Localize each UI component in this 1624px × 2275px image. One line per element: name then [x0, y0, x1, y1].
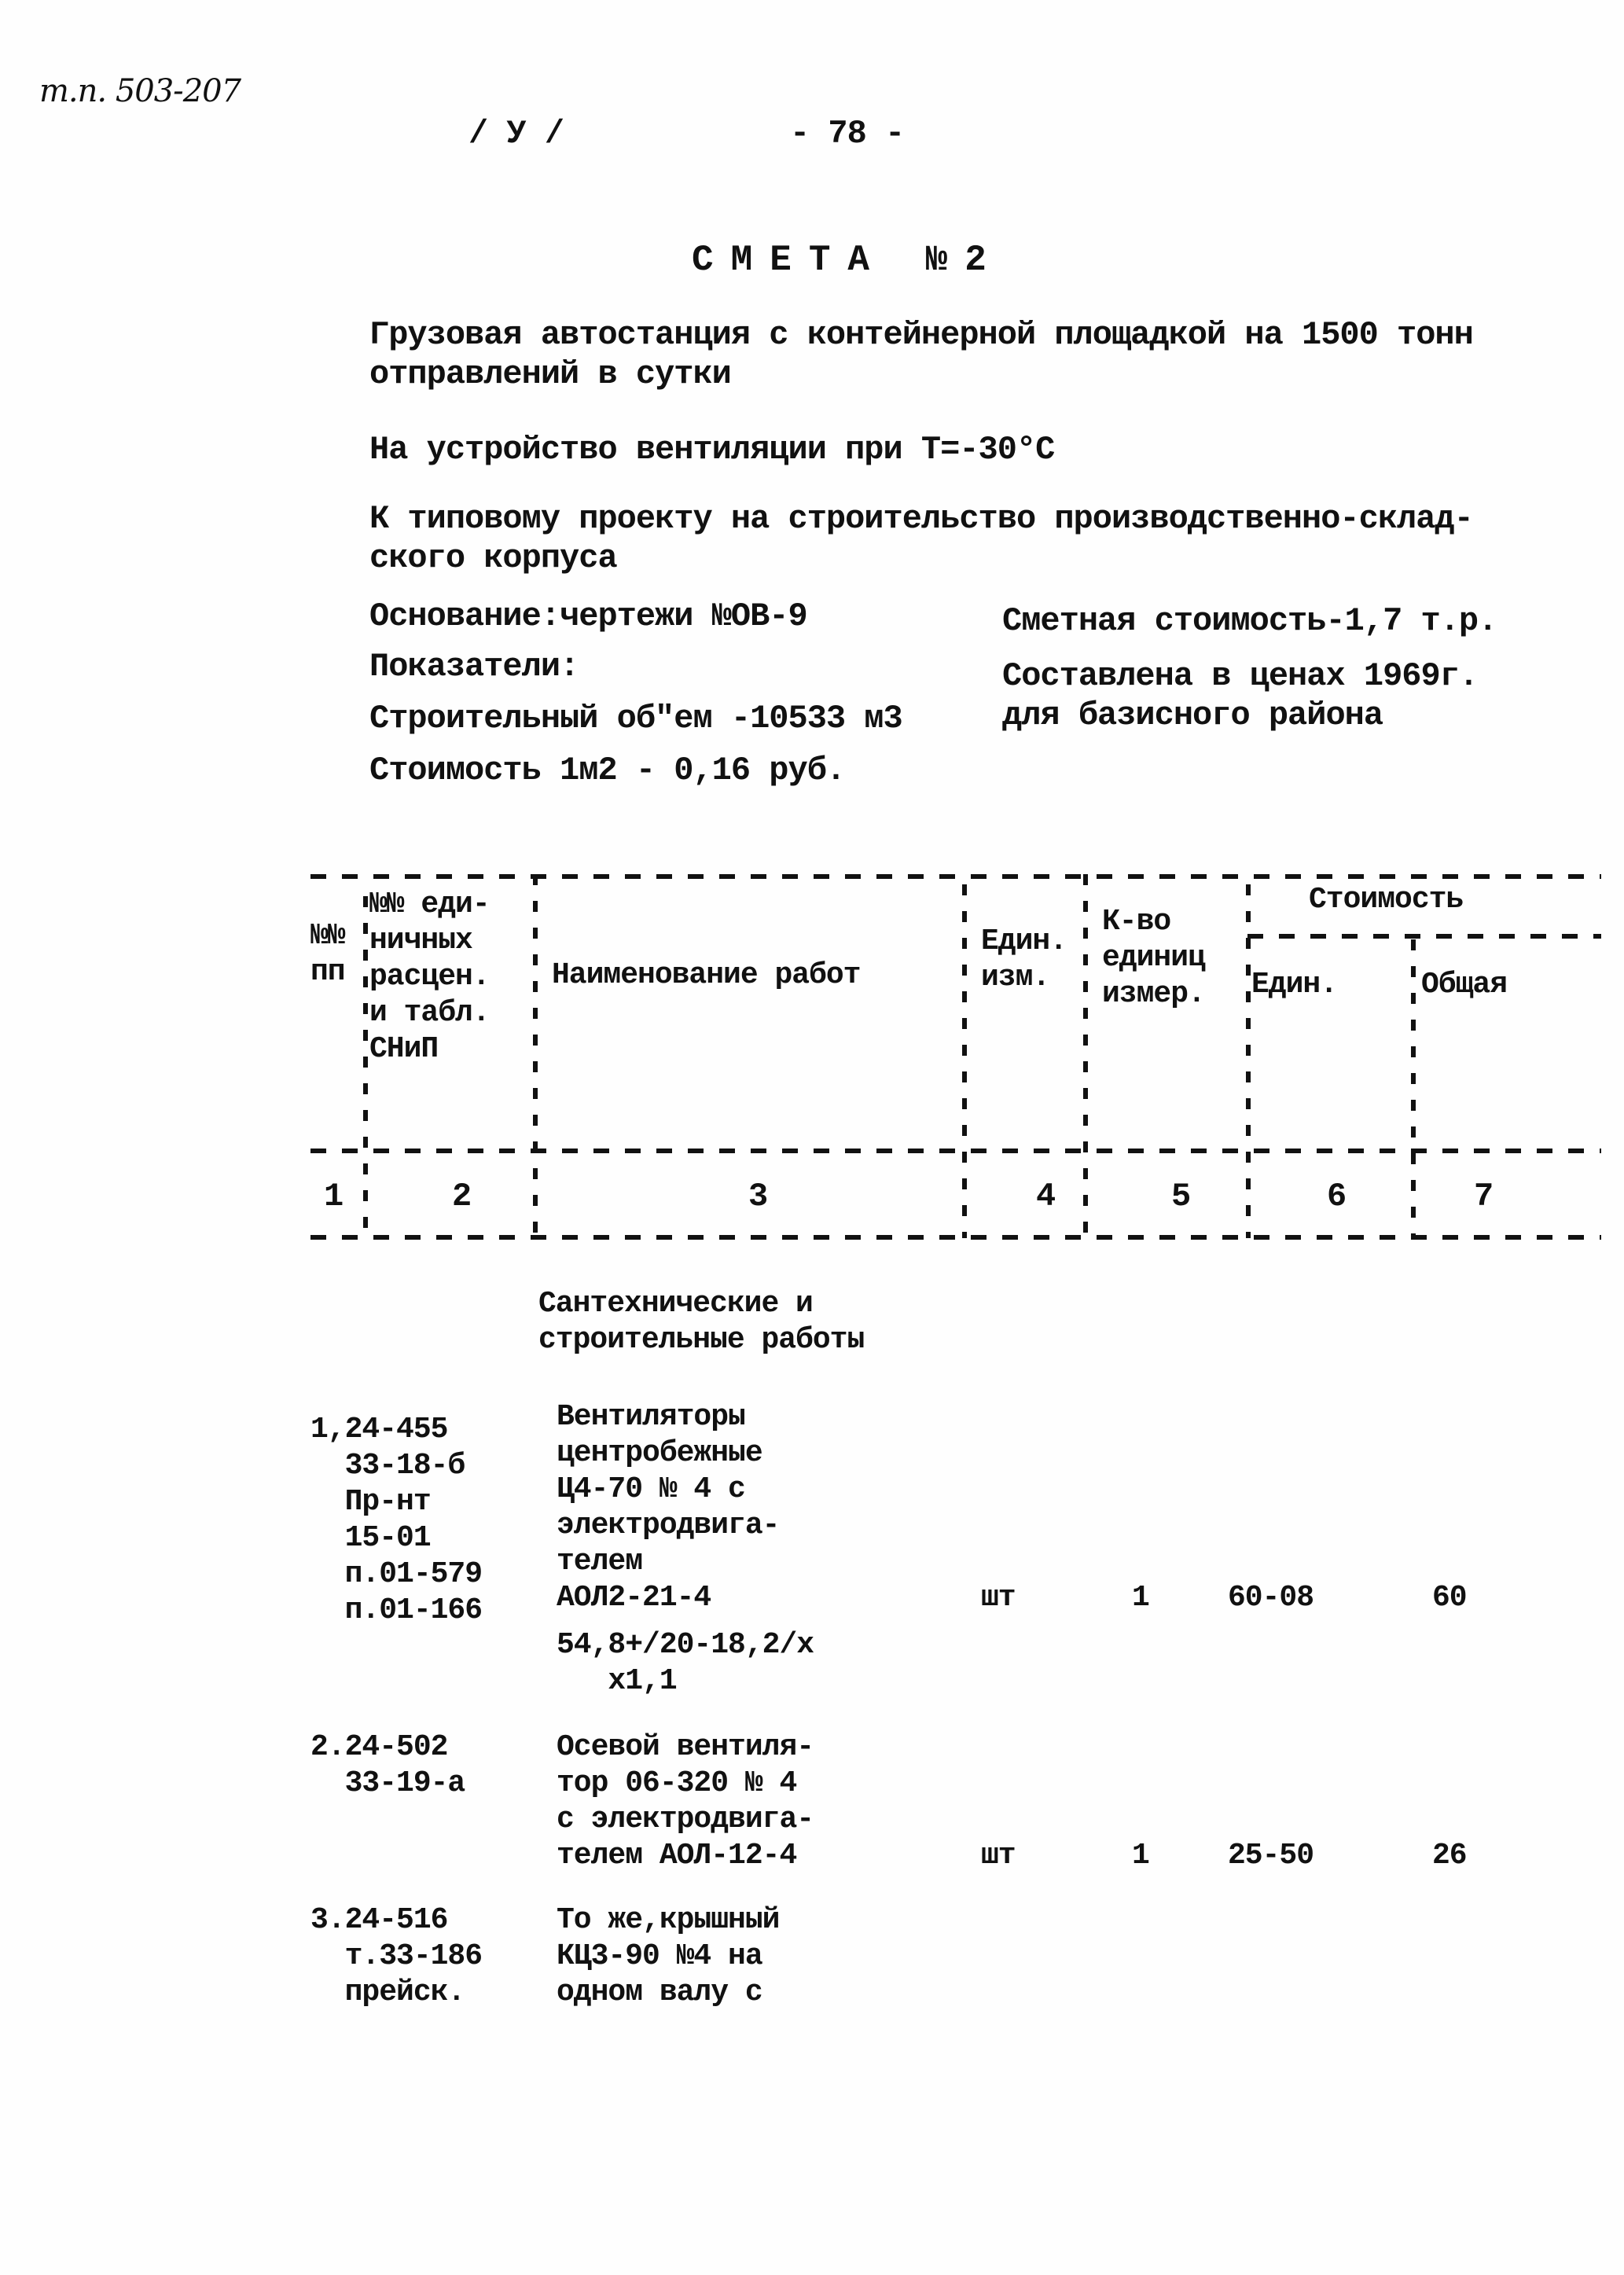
- work-name: центробежные: [557, 1436, 762, 1470]
- work-name: с электродвига-: [557, 1803, 814, 1836]
- object-line-1: Грузовая автостанция с контейнерной площадкой на 1500 тонн: [369, 316, 1473, 354]
- object-line-2: отправлений в сутки: [369, 355, 731, 393]
- unit: шт: [981, 1839, 1016, 1873]
- table-top-rule: [310, 874, 1601, 879]
- purpose: На устройство вентиляции при Т=-30°С: [369, 431, 1055, 469]
- calculation-formula: х1,1: [557, 1664, 677, 1698]
- total-cost: 60: [1432, 1581, 1467, 1615]
- header-unit: Един. изм.: [981, 924, 1067, 994]
- column-number: 7: [1474, 1178, 1494, 1215]
- column-number: 3: [748, 1178, 768, 1215]
- cost-header-rule: [1247, 934, 1601, 939]
- prices-line-2: для базисного района: [1002, 696, 1383, 734]
- work-name: телем АОЛ-12-4: [557, 1839, 797, 1873]
- column-divider: [962, 884, 967, 1238]
- column-number: 5: [1171, 1178, 1191, 1215]
- rate-code: 1,24-455: [310, 1413, 448, 1446]
- rate-code: п.01-579: [310, 1557, 483, 1591]
- basis: Основание:чертежи №ОВ-9: [369, 597, 807, 635]
- work-name: электродвига-: [557, 1509, 780, 1542]
- rate-code: 33-19-а: [310, 1766, 465, 1800]
- column-divider: [1083, 874, 1088, 1236]
- work-name: КЦ3-90 №4 на: [557, 1939, 762, 1973]
- indicators-label: Показатели:: [369, 648, 579, 685]
- project-line-2: ского корпуса: [369, 539, 617, 577]
- work-name: То же,крышный: [557, 1903, 780, 1937]
- unit: шт: [981, 1581, 1016, 1615]
- total-cost: 26: [1432, 1839, 1467, 1873]
- table-numbers-rule: [310, 1235, 1601, 1240]
- header-name: Наименование работ: [552, 958, 861, 992]
- section-heading: Сантехнические и строительные работы: [538, 1287, 865, 1357]
- prices-line-1: Составлена в ценах 1969г.: [1002, 657, 1479, 695]
- header-num: №№ пп: [310, 919, 345, 989]
- unit-cost: Стоимость 1м2 - 0,16 руб.: [369, 752, 846, 789]
- header-bottom-rule: [310, 1149, 1601, 1153]
- rate-code: 15-01: [310, 1521, 431, 1555]
- header-qty: К-во единиц измер.: [1102, 905, 1205, 1011]
- document-reference: т.п. 503-207: [39, 73, 241, 109]
- column-number: 4: [1036, 1178, 1056, 1215]
- column-number: 1: [324, 1178, 344, 1215]
- rate-code: Пр-нт: [310, 1485, 431, 1519]
- work-name: Вентиляторы: [557, 1400, 745, 1434]
- quantity: 1: [1132, 1839, 1149, 1873]
- header-cost-total: Общая: [1421, 968, 1508, 1002]
- unit-price: 25-50: [1228, 1839, 1314, 1873]
- unit-price: 60-08: [1228, 1581, 1314, 1615]
- project-line-1: К типовому проекту на строительство производственно-склад-: [369, 500, 1473, 538]
- work-name: Осевой вентиля-: [557, 1730, 814, 1764]
- rate-code: 2.24-502: [310, 1730, 448, 1764]
- calculation-formula: 54,8+/20-18,2/х: [557, 1628, 814, 1662]
- header-cost: Стоимость: [1309, 883, 1464, 917]
- rate-code: т.33-186: [310, 1939, 483, 1973]
- column-divider: [533, 874, 538, 1236]
- column-number: 6: [1327, 1178, 1347, 1215]
- page-title: СМЕТА №2: [692, 240, 1004, 281]
- page-number: - 78 -: [790, 115, 905, 153]
- work-name: тор 06-320 № 4: [557, 1766, 797, 1800]
- header-cost-unit: Един.: [1251, 968, 1338, 1002]
- work-name: одном валу с: [557, 1975, 762, 2009]
- column-number: 2: [452, 1178, 472, 1215]
- header-rates: №№ еди- ничных расцен. и табл. СНиП: [369, 888, 490, 1066]
- column-divider: [1246, 884, 1251, 1238]
- work-name: Ц4-70 № 4 с: [557, 1472, 745, 1506]
- rate-code: 3.24-516: [310, 1903, 448, 1937]
- work-name: АОЛ2-21-4: [557, 1581, 711, 1615]
- column-divider: [363, 896, 368, 1234]
- building-volume: Строительный об"ем -10533 м3: [369, 700, 902, 737]
- quantity: 1: [1132, 1581, 1149, 1615]
- rate-code: п.01-166: [310, 1593, 483, 1627]
- column-divider: [1411, 939, 1416, 1238]
- work-name: телем: [557, 1545, 643, 1579]
- section-mark: / У /: [468, 115, 564, 153]
- rate-code: прейск.: [310, 1975, 465, 2009]
- rate-code: 33-18-б: [310, 1449, 465, 1483]
- estimated-cost: Сметная стоимость-1,7 т.р.: [1002, 602, 1497, 640]
